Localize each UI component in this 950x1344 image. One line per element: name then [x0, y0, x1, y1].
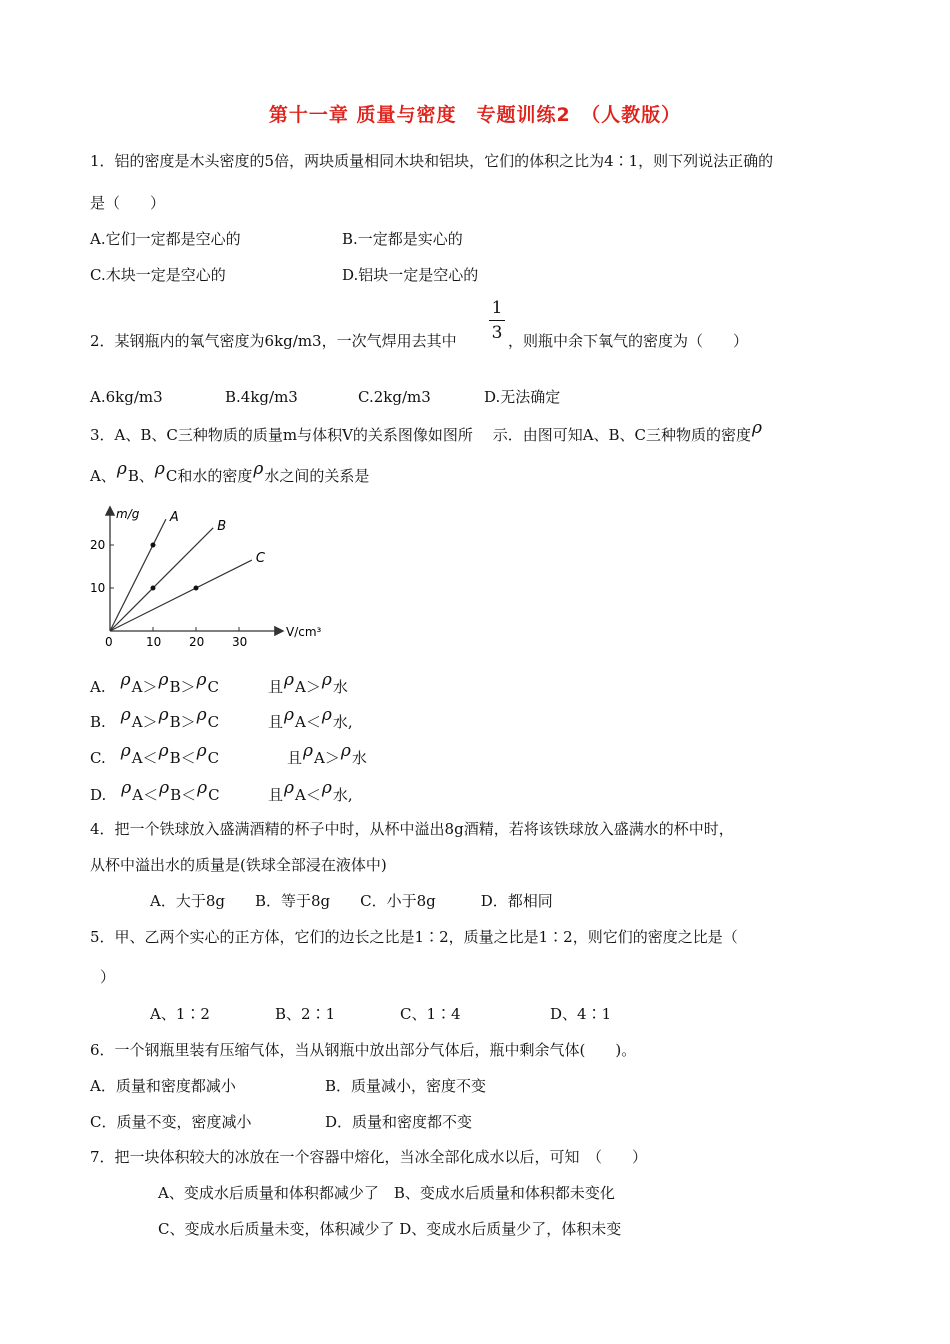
q3-option-condition	[268, 705, 353, 732]
q5-stem-line1: 5．甲、乙两个实心的正方体，它们的边长之比是1∶2，质量之比是1∶2，则它们的密度之比是（	[90, 928, 738, 946]
q6-option-c: C．质量不变，密度减小	[90, 1113, 252, 1131]
option-term: A＞	[314, 749, 340, 767]
mass-volume-chart	[86, 498, 346, 648]
q3-l2-c: C和水的密度	[165, 467, 253, 485]
option-term: B＜	[170, 786, 197, 804]
y-tick-label: 20	[90, 538, 106, 552]
q4-stem-line2: 从杯中溢出水的质量是(铁球全部浸在液体中)	[90, 856, 387, 874]
q3-l2-b: B、	[127, 467, 154, 485]
rho-symbol: ρ	[120, 670, 131, 690]
q3-l2-a: A、	[90, 467, 116, 485]
q6-option-b: B．质量减小，密度不变	[325, 1077, 487, 1095]
rho-symbol: ρ	[321, 778, 332, 798]
q5-stem-line2: ）	[100, 968, 116, 986]
x-tick-label: 30	[232, 635, 248, 648]
q7-options-line1: A、变成水后质量和体积都减少了 B、变成水后质量和体积都未变化	[158, 1184, 615, 1202]
rho-symbol: ρ	[321, 705, 332, 725]
q6-option-a: A．质量和密度都减小	[90, 1077, 236, 1095]
rho-symbol: ρ	[284, 670, 295, 690]
fraction-numerator: 1	[491, 298, 503, 318]
rho-symbol: ρ	[196, 705, 207, 725]
one-third-fraction	[488, 298, 506, 343]
rho-symbol: ρ	[321, 670, 332, 690]
option-term: 且	[287, 749, 303, 767]
rho-symbol: ρ	[253, 459, 264, 479]
rho-symbol: ρ	[120, 705, 131, 725]
option-term: C	[207, 678, 219, 696]
series-line-b	[110, 528, 213, 631]
q6-stem: 6．一个钢瓶里装有压缩气体，当从钢瓶中放出部分气体后，瓶中剩余气体( )。	[90, 1041, 637, 1059]
q3-option-c	[90, 741, 220, 768]
q3-option-a	[90, 670, 219, 697]
series-line-a	[110, 519, 166, 631]
rho-symbol: ρ	[197, 778, 208, 798]
option-label: D.	[90, 786, 107, 804]
rho-symbol: ρ	[158, 670, 169, 690]
option-term: B＞	[169, 713, 196, 731]
x-tick-label: 10	[146, 635, 162, 648]
q3-option-b	[90, 705, 220, 732]
q1-option-a: A.它们一定都是空心的	[90, 230, 241, 248]
rho-symbol: ρ	[196, 741, 207, 761]
q6-option-d: D．质量和密度都不变	[325, 1113, 473, 1131]
q2-option-a: A.6kg/m3	[90, 388, 163, 406]
option-term: 水	[332, 678, 348, 696]
option-term: C	[208, 786, 220, 804]
data-point-a	[151, 543, 156, 548]
option-term: 水	[351, 749, 367, 767]
rho-symbol: ρ	[121, 778, 132, 798]
q3-stem-text: 3．A、B、C三种物质的质量m与体积V的关系图像如图所 示．由图可知A、B、C三种物质的密度	[90, 426, 752, 444]
option-label: B.	[90, 713, 106, 731]
option-term: A＜	[131, 749, 158, 767]
data-point-b	[151, 586, 156, 591]
data-point-c	[194, 586, 199, 591]
q3-stem-line2	[90, 459, 370, 486]
fraction-bar	[489, 320, 505, 321]
q2-stem-before: 2．某钢瓶内的氧气密度为6kg/m3，一次气焊用去其中	[90, 332, 457, 350]
y-axis-label: m/g	[116, 507, 140, 521]
q1-option-b: B.一定都是实心的	[342, 230, 463, 248]
q5-option-a: A、1∶2	[150, 1005, 210, 1023]
option-term: 且	[268, 678, 284, 696]
x-axis-label: V/cm³	[286, 625, 322, 639]
q3-option-condition	[268, 670, 348, 697]
series-label-b: B	[217, 518, 227, 534]
q1-stem-line1: 1．铝的密度是木头密度的5倍，两块质量相同木块和铝块，它们的体积之比为4∶1，则下列说法正确的	[90, 152, 774, 170]
option-term: B＜	[169, 749, 196, 767]
q4-stem-line1: 4．把一个铁球放入盛满酒精的杯子中时，从杯中溢出8g酒精，若将该铁球放入盛满水的杯中时，	[90, 820, 734, 838]
option-term: A＞	[131, 678, 158, 696]
rho-symbol: ρ	[284, 778, 295, 798]
q3-option-d	[90, 778, 220, 805]
fraction-denominator: 3	[491, 323, 503, 343]
rho-symbol: ρ	[196, 670, 207, 690]
x-tick-label: 0	[105, 635, 113, 648]
series-label-c: C	[255, 551, 265, 567]
option-term: A＜	[295, 713, 321, 731]
q5-option-c: C、1∶4	[400, 1005, 461, 1023]
q4-options: A．大于8g B．等于8g C．小于8g D．都相同	[150, 892, 553, 910]
option-term: 水,	[332, 713, 353, 731]
rho-symbol: ρ	[158, 705, 169, 725]
series-line-c	[110, 560, 252, 631]
option-label: C.	[90, 749, 106, 767]
option-term: A＜	[132, 786, 159, 804]
q7-stem: 7．把一块体积较大的冰放在一个容器中熔化，当冰全部化成水以后，可知 （ ）	[90, 1148, 648, 1166]
x-tick-label: 20	[189, 635, 205, 648]
option-term: B＞	[169, 678, 196, 696]
rho-symbol: ρ	[303, 741, 314, 761]
rho-symbol: ρ	[340, 741, 351, 761]
q3-stem-line1	[90, 418, 763, 445]
option-term: 水,	[332, 786, 353, 804]
option-term: 且	[268, 713, 284, 731]
q3-option-condition	[268, 778, 353, 805]
option-label: A.	[90, 678, 106, 696]
rho-symbol: ρ	[120, 741, 131, 761]
q3-l2-d: 水之间的关系是	[264, 467, 370, 485]
option-term: A＞	[295, 678, 321, 696]
series-label-a: A	[169, 510, 179, 526]
rho-symbol: ρ	[284, 705, 295, 725]
rho-symbol: ρ	[116, 459, 127, 479]
page-title: 第十一章 质量与密度 专题训练2 （人教版）	[268, 104, 682, 126]
q5-option-d: D、4∶1	[550, 1005, 612, 1023]
q2-option-d: D.无法确定	[484, 388, 561, 406]
rho-symbol: ρ	[154, 459, 165, 479]
rho-symbol: ρ	[159, 778, 170, 798]
option-term: C	[207, 749, 220, 767]
q3-option-condition	[287, 741, 367, 768]
option-term: C	[207, 713, 220, 731]
q7-options-line2: C、变成水后质量未变，体积减少了 D、变成水后质量少了，体积未变	[158, 1220, 622, 1238]
option-term: 且	[268, 786, 284, 804]
q2-stem-after: ，则瓶中余下氧气的密度为（ ）	[508, 332, 749, 350]
q5-option-b: B、2∶1	[275, 1005, 336, 1023]
q1-option-c: C.木块一定是空心的	[90, 266, 226, 284]
option-term: A＜	[295, 786, 321, 804]
q1-stem-line2: 是（ ）	[90, 194, 166, 212]
rho-symbol: ρ	[752, 418, 763, 438]
y-tick-label: 10	[90, 581, 106, 595]
rho-symbol: ρ	[158, 741, 169, 761]
q2-option-c: C.2kg/m3	[358, 388, 431, 406]
option-term: A＞	[131, 713, 158, 731]
q1-option-d: D.铝块一定是空心的	[342, 266, 479, 284]
q2-option-b: B.4kg/m3	[225, 388, 298, 406]
